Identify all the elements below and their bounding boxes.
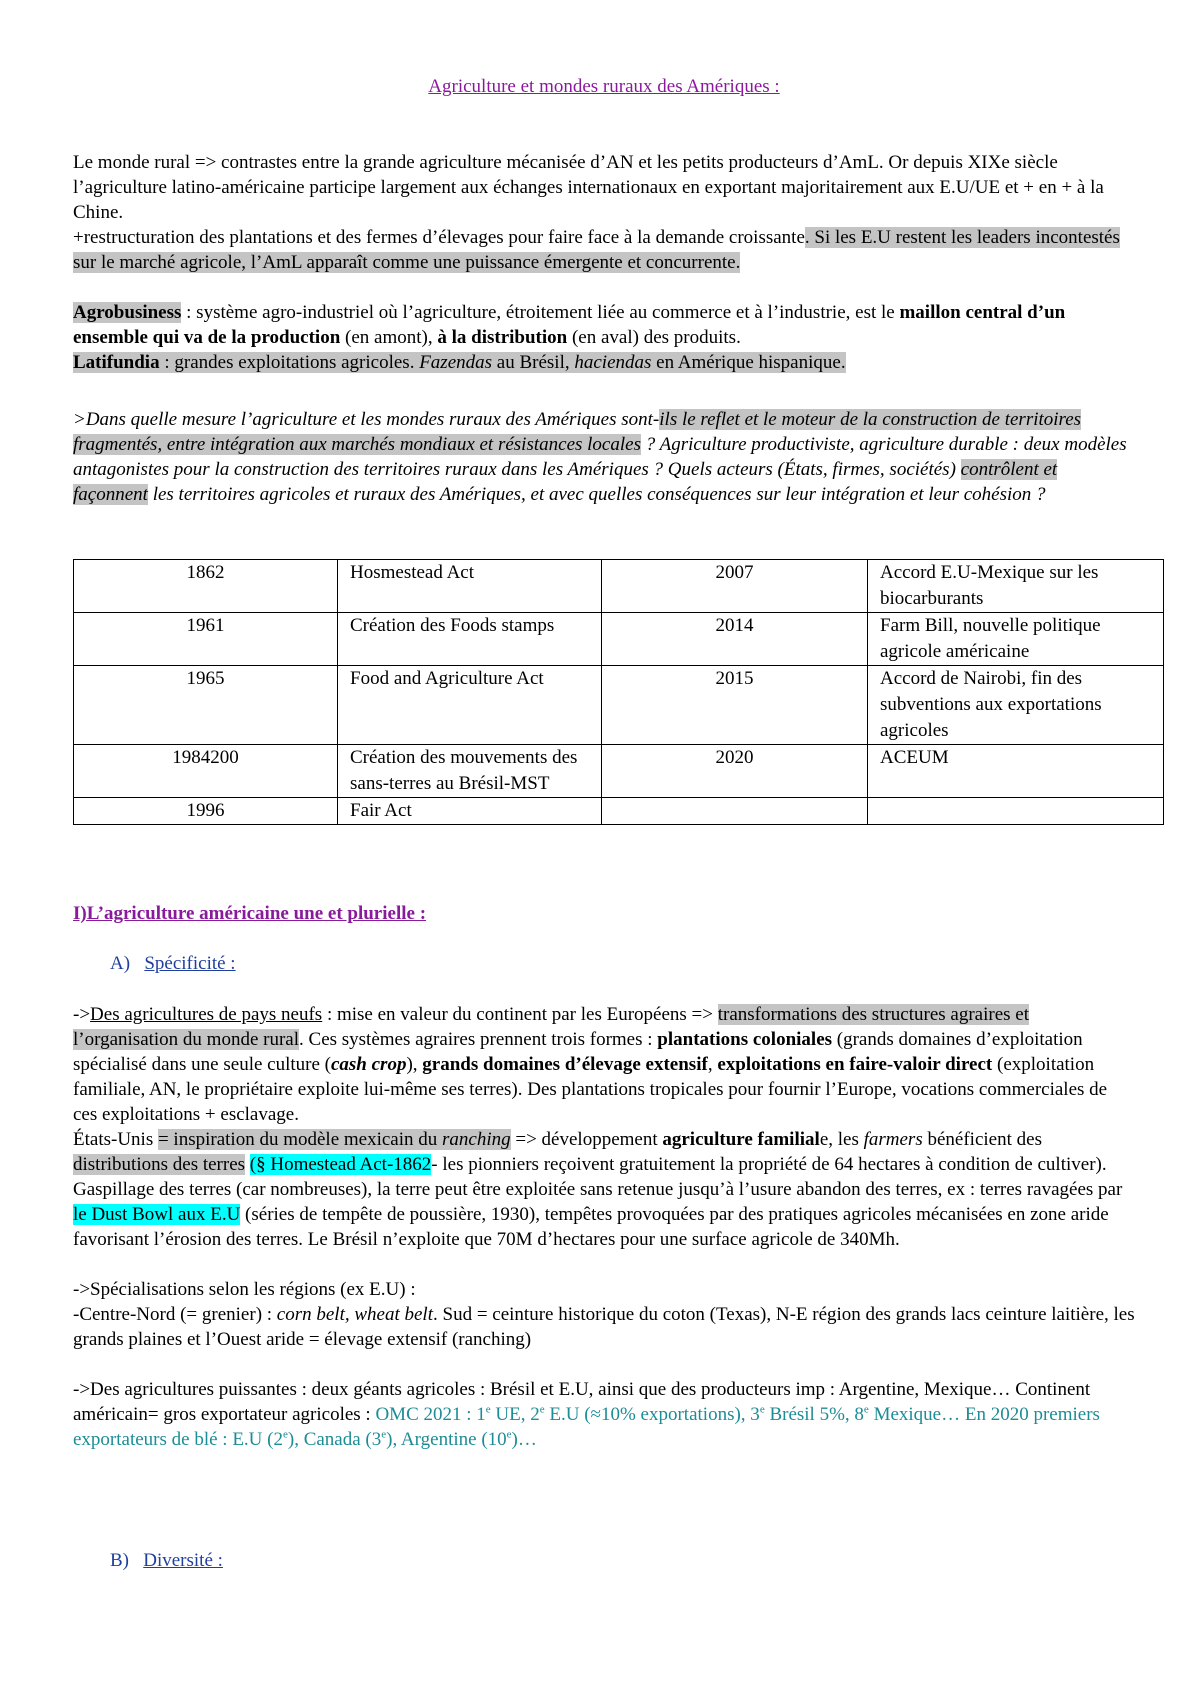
- table-row: [74, 798, 1164, 825]
- ordinal-sup: e: [282, 1428, 288, 1441]
- event-cell: Création des mouvements des sans-terres au Brésil-MST: [338, 745, 602, 798]
- paragraph-etats-unis: [73, 1127, 1135, 1177]
- definition-text: : système agro-industriel où l’agriculture, étroitement liée au commerce et à l’industrie, est le: [181, 302, 900, 323]
- text: ->Spécialisations selon les régions (ex E.U) :: [73, 1279, 416, 1300]
- paragraph-pays-neufs: [73, 1002, 1135, 1127]
- problematique-part: >Dans quelle mesure l’agriculture et les mondes ruraux des Amériques sont-: [73, 409, 660, 430]
- definition-text: : grandes exploitations agricoles.: [159, 352, 420, 373]
- year-cell: 2014: [602, 613, 868, 666]
- bold-text: agriculture familial: [662, 1129, 820, 1150]
- definition-latifundia: [73, 350, 1135, 375]
- event-cell: Fair Act: [338, 798, 602, 825]
- highlight-gray: distributions des terres: [73, 1154, 246, 1175]
- event-cell: ACEUM: [868, 745, 1164, 798]
- year-cell: 1961: [74, 613, 338, 666]
- term-latifundia: Latifundia: [73, 352, 160, 373]
- ordinal-sup: e: [539, 1403, 545, 1416]
- event-cell: Hosmestead Act: [338, 560, 602, 613]
- event-cell: Farm Bill, nouvelle politique agricole américaine: [868, 613, 1164, 666]
- text: ,: [707, 1054, 718, 1075]
- text: : mise en valeur du continent par les Européens =>: [322, 1004, 718, 1025]
- text: e, les: [819, 1129, 864, 1150]
- ordinal-sup: e: [506, 1428, 512, 1441]
- year-cell: 1965: [74, 666, 338, 745]
- paragraph-puissantes: [73, 1377, 1135, 1452]
- text: (exploitation familiale, AN, le propriétaire exploite lui-même ses terres). Des plantations tropicales pour fournir l’Europe, vocations commerciales de ces exploitations + esclavage.: [73, 1054, 1108, 1125]
- event-cell: Accord de Nairobi, fin des subventions aux exportations agricoles: [868, 666, 1164, 745]
- subheading-a-line: [110, 951, 1172, 976]
- subheading-a-title: Spécificité :: [144, 953, 236, 974]
- year-cell: [602, 798, 868, 825]
- stat-text: Mexique… En 2020 premiers exportateurs de blé : E.U (2: [73, 1404, 1100, 1450]
- event-cell: Création des Foods stamps: [338, 613, 602, 666]
- chronology-table: [73, 559, 1164, 825]
- definition-text: (en aval) des produits.: [567, 327, 741, 348]
- text: bénéficient des: [922, 1129, 1042, 1150]
- table-row: [74, 745, 1164, 798]
- text: ->: [73, 1004, 91, 1025]
- document-title: Agriculture et mondes ruraux des Amériques :: [428, 76, 780, 97]
- text: ->Des agricultures puissantes : deux géants agricoles : Brésil et E.U, ainsi que des producteurs imp : Argentine, Mexique… Continent américain= gros exportateur agricoles :: [73, 1379, 1091, 1425]
- subheading-a: [110, 951, 1172, 976]
- definition-bold: à la distribution: [437, 327, 568, 348]
- year-cell: 1984200: [74, 745, 338, 798]
- table-row: [74, 560, 1164, 613]
- text: (grands domaines d’exploitation spécialisé dans une seule culture (: [73, 1029, 1083, 1075]
- introduction: [73, 150, 1135, 275]
- stat-text: )…: [511, 1429, 537, 1450]
- spacer: [73, 1352, 1135, 1377]
- intro-restructuration: +restructuration des plantations et des fermes d’élevages pour faire face à la demande croissante: [73, 227, 805, 248]
- part1-heading: I)L’agriculture américaine une et plurielle :: [73, 903, 427, 924]
- subheading-a-letter: A): [110, 953, 131, 974]
- highlight-cyan: le Dust Bowl aux E.U: [73, 1204, 241, 1225]
- definition-text: (en amont),: [340, 327, 438, 348]
- document-title-block: [73, 74, 1135, 99]
- highlight-gray: transformations des structures agraires et l’organisation du monde rural: [73, 1004, 1030, 1050]
- ordinal-sup: e: [485, 1403, 491, 1416]
- text: États-Unis: [73, 1129, 158, 1150]
- definition-agrobusiness: [73, 300, 1135, 350]
- problematique-highlight: contrôlent et façonnent: [73, 459, 1058, 505]
- problematique-text: [73, 407, 1135, 507]
- problematique-highlight: ils le reflet et le moteur de la construction de territoires fragmentés, entre intégration aux marchés mondiaux et résistances locales: [73, 409, 1082, 455]
- bold-text: plantations coloniales: [657, 1029, 833, 1050]
- definition-italic: Fazendas: [419, 352, 493, 373]
- stat-text: Brésil 5%, 8: [764, 1404, 864, 1425]
- text: Gaspillage des terres (car nombreuses), la terre peut être exploitée sans retenue jusqu’à l’usure abandon des terres, ex : terres ravagées par: [73, 1179, 1123, 1200]
- year-cell: 2015: [602, 666, 868, 745]
- stat-text: ), Argentine (10: [386, 1429, 507, 1450]
- paragraph-gaspillage: [73, 1177, 1135, 1252]
- table-row: [74, 613, 1164, 666]
- definitions: [73, 300, 1135, 375]
- highlight-gray: = inspiration du modèle mexicain du: [157, 1129, 443, 1150]
- term-agrobusiness: Agrobusiness: [73, 302, 182, 323]
- highlight-cyan: (§ Homestead Act-1862: [249, 1154, 432, 1175]
- event-cell: Accord E.U-Mexique sur les biocarburants: [868, 560, 1164, 613]
- intro-text: Le monde rural => contrastes entre la grande agriculture mécanisée d’AN et les petits producteurs d’AmL. Or depuis XIXe siècle l’agriculture latino-américaine participe largement aux échanges internationaux en exportant majoritairement aux E.U/UE et + en + à la Chine.: [73, 152, 1104, 223]
- bold-italic-text: cash crop: [330, 1054, 407, 1075]
- chronology-table-wrapper: [73, 559, 1164, 825]
- bold-text: exploitations en faire-valoir direct: [717, 1054, 993, 1075]
- part1-heading-block: [73, 901, 1135, 926]
- year-cell: 2007: [602, 560, 868, 613]
- definition-text: en Amérique hispanique.: [651, 352, 846, 373]
- text: ),: [406, 1054, 423, 1075]
- definition-italic: haciendas: [574, 352, 652, 373]
- stat-text: ), Canada (3: [287, 1429, 382, 1450]
- year-cell: 1996: [74, 798, 338, 825]
- event-cell: Food and Agriculture Act: [338, 666, 602, 745]
- text: . Sud = ceinture historique du coton (Texas), N-E région des grands lacs ceinture laitière, les grands plaines et l’Ouest aride = élevage extensif (ranching): [73, 1304, 1135, 1350]
- text: - les pionniers reçoivent gratuitement la propriété de 64 hectares à condition de cultiver).: [431, 1154, 1107, 1175]
- underlined-text: Des agricultures de pays neufs: [90, 1004, 323, 1025]
- stat-text: OMC 2021 : 1: [375, 1404, 486, 1425]
- ordinal-sup: e: [381, 1428, 387, 1441]
- table-row: [74, 666, 1164, 745]
- paragraph-specialisations: [73, 1277, 1135, 1352]
- definition-bold: maillon central d’un ensemble qui va de la production: [73, 302, 1066, 348]
- intro-highlight: . Si les E.U restent les leaders incontestés sur le marché agricole, l’AmL apparaît comme une puissance émergente et concurrente.: [73, 227, 1120, 273]
- stat-text: E.U (≈10% exportations), 3: [544, 1404, 760, 1425]
- year-cell: 1862: [74, 560, 338, 613]
- intro-paragraph: [73, 150, 1135, 275]
- event-cell: [868, 798, 1164, 825]
- subheading-b: [110, 1548, 1172, 1573]
- italic-text: farmers: [863, 1129, 923, 1150]
- part1-body: [73, 1002, 1135, 1452]
- spacer: [73, 1252, 1135, 1277]
- problematique-part: les territoires agricoles et ruraux des Amériques, et avec quelles conséquences sur leur intégration et leur cohésion ?: [147, 484, 1046, 505]
- text: => développement: [510, 1129, 663, 1150]
- problematique: [73, 407, 1135, 507]
- bold-text: grands domaines d’élevage extensif: [422, 1054, 708, 1075]
- stat-text: UE, 2: [490, 1404, 540, 1425]
- text: -Centre-Nord (= grenier) :: [73, 1304, 277, 1325]
- year-cell: 2020: [602, 745, 868, 798]
- italic-text: ranching: [442, 1129, 511, 1150]
- italic-text: corn belt, wheat belt: [276, 1304, 433, 1325]
- subheading-b-title: Diversité :: [143, 1550, 223, 1571]
- definition-text: au Brésil,: [492, 352, 575, 373]
- subheading-b-line: [110, 1548, 1172, 1573]
- ordinal-sup: e: [759, 1403, 765, 1416]
- ordinal-sup: e: [863, 1403, 869, 1416]
- subheading-b-letter: B): [110, 1550, 129, 1571]
- text: . Ces systèmes agraires prennent trois formes :: [299, 1029, 658, 1050]
- problematique-part: ? Agriculture productiviste, agriculture durable : deux modèles antagonistes pour la construction des territoires ruraux dans les Amériques ? Quels acteurs (États, firmes, sociétés): [73, 434, 1127, 480]
- text: (séries de tempête de poussière, 1930), tempêtes provoquées par des pratiques agricoles mécanisées en zone aride favorisant l’érosion des terres. Le Brésil n’exploite que 70M d’hectares pour une surface agricole de 340Mh.: [73, 1204, 1109, 1250]
